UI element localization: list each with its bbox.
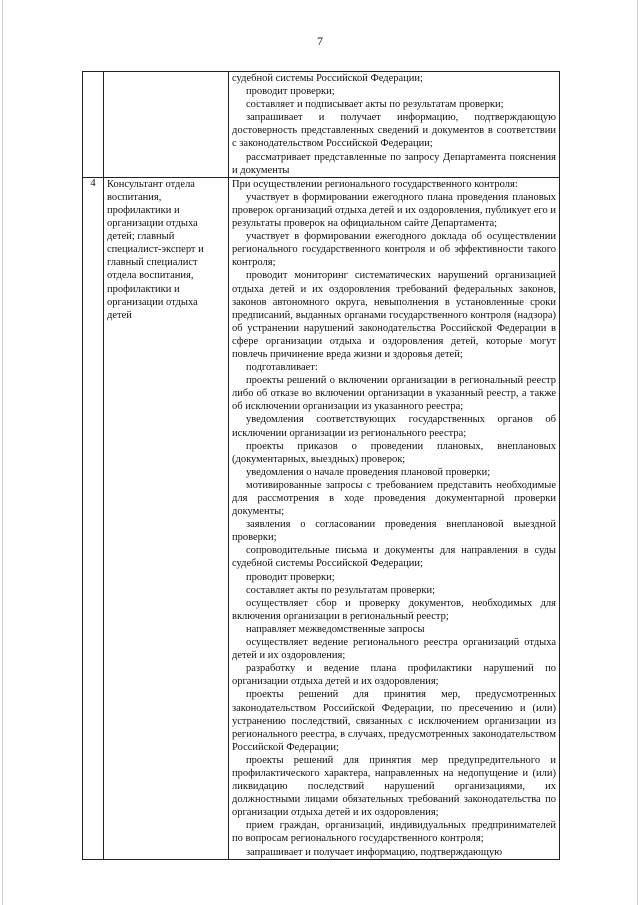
function-paragraph: проекты решений для принятия мер, предусмотренных законодательством Российской Федерации, по пресечению и (или) устранению последствий, связанных с исключением организации из регионального реестра, в случаях, предусмотренных законодательством Российской Федерации; — [232, 689, 556, 753]
function-paragraph: судебной системы Российской Федерации; — [232, 73, 423, 84]
table-row — [83, 72, 560, 178]
function-paragraph: уведомления соответствующих государственных органов об исключении организации из регионального реестра; — [232, 414, 556, 439]
scan-edge-left — [2, 0, 3, 905]
function-paragraph: составляет акты по результатам проверки; — [246, 584, 436, 596]
function-paragraph: подготавливает: — [246, 362, 318, 374]
row-number-cell: 4 — [83, 177, 104, 859]
functions-cell — [229, 72, 560, 178]
function-paragraph: сопроводительные письма и документы для направления в суды судебной системы Российской Федерации; — [232, 545, 556, 570]
function-paragraph: проекты приказов о проведении плановых, внеплановых (документарных, выездных) проверок; — [232, 440, 556, 465]
function-paragraph: запрашивает и получает информацию, подтверждающую достоверность представленных сведений и документов в соответствии с законодательством Российской Федерации; — [232, 112, 556, 150]
function-paragraph: осуществляет ведение регионального реестра организаций отдыха детей и их оздоровления; — [232, 637, 556, 662]
function-paragraph: прием граждан, организаций, индивидуальных предпринимателей по вопросам регионального государственного контроля; — [232, 820, 556, 845]
position-cell: Консультант отдела воспитания, профилактики и организации отдыха детей; главный специалист-эксперт и главный специалист отдела воспитания, профилактики и организации отдыха детей — [104, 177, 229, 859]
functions-cell — [229, 177, 560, 859]
function-paragraph: рассматривает представленные по запросу Департамента пояснения и документы — [232, 151, 556, 176]
function-paragraph: участвует в формировании ежегодного плана проведения плановых проверок организаций отдыха детей и их оздоровления, публикует его и результаты проверок на официальном сайте Департамента; — [232, 191, 556, 230]
function-paragraph: участвует в формировании ежегодного доклада об осуществлении регионального государственного контроля и об эффективности такого контроля; — [232, 231, 556, 269]
page-number: 7 — [317, 34, 323, 48]
table-row — [83, 177, 560, 859]
function-paragraph: мотивированные запросы с требованием представить необходимые для рассмотрения в ходе проведения документарной проверки документы; — [232, 479, 556, 518]
function-paragraph: проводит проверки; — [246, 86, 335, 98]
function-paragraph: При осуществлении регионального государственного контроля: — [232, 178, 518, 190]
function-paragraph: проводит проверки; — [246, 571, 335, 583]
function-paragraph: уведомления о начале проведения плановой проверки; — [246, 466, 491, 478]
function-paragraph: осуществляет сбор и проверку документов, необходимых для включения организации в региональный реестр; — [232, 597, 556, 622]
function-paragraph: направляет межведомственные запросы — [246, 623, 425, 635]
function-paragraph: проекты решений для принятия мер предупредительного и профилактического характера, направленных на недопущение и (или) ликвидацию последствий нарушений организациями, их должностными лицами обязательных требований законодательства по организации отдыха детей и их оздоровления; — [232, 754, 556, 819]
function-paragraph: проекты решений о включении организации в региональный реестр либо об отказе во включении организации в указанный реестр, а также об исключении организации из указанного реестра; — [232, 375, 556, 413]
responsibilities-table — [82, 71, 560, 860]
position-cell — [104, 72, 229, 178]
function-paragraph: проводит мониторинг систематических нарушений организацией отдыха детей и их оздоровления требований федеральных законов, законов автономного округа, невыполнения в установленные сроки предписаний, выданных органами государственного контроля (надзора) об устранении нарушений законодательства Российской Федерации в сфере организации отдыха и оздоровления детей, которые могут повлечь причинение вреда жизни и здоровья детей; — [232, 270, 556, 360]
function-paragraph: составляет и подписывает акты по результатам проверки; — [246, 99, 504, 111]
scan-edge-right — [637, 0, 638, 905]
function-paragraph: разработку и ведение плана профилактики нарушений по организации отдыха детей и их оздоровления; — [232, 663, 556, 688]
row-number-cell — [83, 72, 104, 178]
function-paragraph: заявления о согласовании проведения внеплановой выездной проверки; — [232, 519, 556, 544]
function-paragraph: запрашивает и получает информацию, подтверждающую — [246, 846, 503, 858]
